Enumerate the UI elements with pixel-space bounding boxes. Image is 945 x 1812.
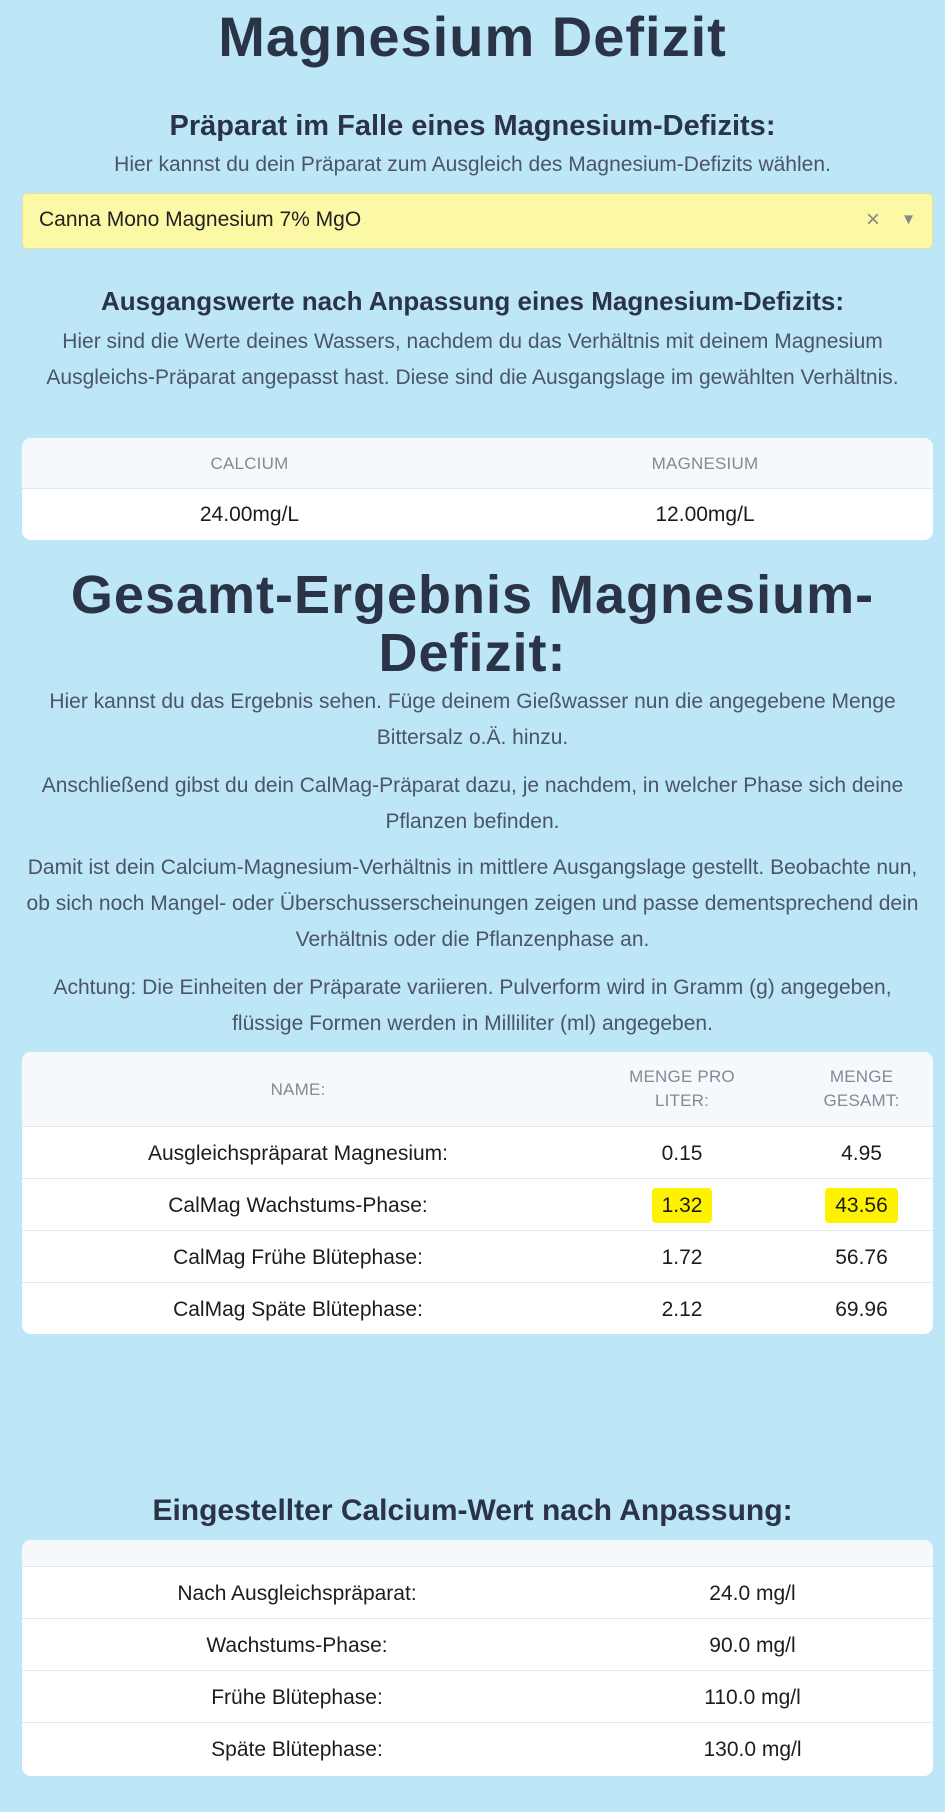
row-name: CalMag Späte Blütephase: — [173, 1298, 423, 1321]
row-total: 56.76 — [835, 1246, 888, 1269]
row-value: 130.0 mg/l — [703, 1738, 802, 1761]
column-header-total-2: GESAMT: — [823, 1091, 900, 1110]
result-paragraph-2: Anschließend gibst du dein CalMag-Präparat dazu, je nachdem, in welcher Phase sich deine Pflanzen befinden. — [41, 774, 904, 833]
preparation-select-value: Canna Mono Magnesium 7% MgO — [39, 208, 362, 231]
row-per-liter: 0.15 — [661, 1142, 703, 1165]
row-name: CalMag Frühe Blütephase: — [173, 1246, 423, 1269]
chevron-down-icon[interactable]: ▼ — [901, 211, 916, 228]
row-value: 110.0 mg/l — [704, 1686, 801, 1709]
preparation-select[interactable] — [22, 193, 933, 249]
initial-values-table — [22, 438, 933, 540]
row-name: Ausgleichspräparat Magnesium: — [148, 1142, 448, 1165]
row-name: Späte Blütephase: — [211, 1738, 383, 1761]
column-header-name: NAME: — [270, 1080, 326, 1099]
row-name: Wachstums-Phase: — [206, 1634, 388, 1657]
table-row — [22, 1230, 933, 1283]
highlight-per-liter: 1.32 — [652, 1188, 713, 1223]
result-heading-line1: Gesamt-Ergebnis Magnesium- — [70, 565, 875, 625]
row-value: 24.0 mg/l — [709, 1582, 796, 1605]
table-row — [22, 1670, 933, 1723]
result-paragraph-1: Hier kannst du das Ergebnis sehen. Füge deinem Gießwasser nun die angegebene Menge Bittersalz o.Ä. hinzu. — [49, 690, 896, 749]
column-header-magnesium: MAGNESIUM — [651, 454, 759, 473]
row-name: Nach Ausgleichspräparat: — [177, 1582, 417, 1605]
row-value: 90.0 mg/l — [709, 1634, 796, 1657]
result-heading-line2: Defizit: — [378, 623, 567, 683]
table-row — [22, 1566, 933, 1619]
row-total: 69.96 — [835, 1298, 888, 1321]
row-name: Frühe Blütephase: — [211, 1686, 383, 1709]
result-paragraph-3: Damit ist dein Calcium-Magnesium-Verhältnis in mittlere Ausgangslage gestellt. Beobachte nun, ob sich noch Mangel- oder Überschusserscheinungen zeigen und passe dementsprechend dein Verhältnis oder die Pflanzenphase an. — [26, 856, 919, 951]
initial-values-heading: Ausgangswerte nach Anpassung eines Magnesium-Defizits: — [100, 286, 845, 316]
table-row — [22, 1722, 933, 1776]
row-per-liter-highlighted — [574, 1194, 790, 1218]
magnesium-value: 12.00mg/L — [655, 503, 755, 526]
page-title: Magnesium Defizit — [218, 5, 727, 68]
table-row — [22, 1178, 933, 1231]
column-header-total-1: MENGE — [829, 1067, 894, 1086]
preparation-heading: Präparat im Falle eines Magnesium-Defizits: — [169, 110, 776, 142]
column-header-per-liter-2: LITER: — [654, 1091, 710, 1110]
table-header — [22, 1052, 933, 1126]
table-row — [22, 1618, 933, 1671]
table-header — [22, 438, 933, 488]
calcium-heading: Eingestellter Calcium-Wert nach Anpassung: — [152, 1494, 793, 1527]
row-per-liter: 1.72 — [661, 1246, 703, 1269]
preparation-description: Hier kannst du dein Präparat zum Ausgleich des Magnesium-Defizits wählen. — [114, 153, 831, 176]
table-row — [22, 488, 933, 540]
column-header-calcium: CALCIUM — [210, 454, 289, 473]
result-paragraph-4: Achtung: Die Einheiten der Präparate variieren. Pulverform wird in Gramm (g) angegeben, flüssige Formen werden in Milliliter (ml) angegeben. — [53, 976, 892, 1035]
table-row — [22, 1282, 933, 1334]
table-header — [22, 1540, 933, 1566]
column-header-per-liter-1: MENGE PRO — [629, 1067, 735, 1086]
calcium-value: 24.00mg/L — [199, 503, 300, 526]
result-table — [22, 1052, 933, 1334]
row-total-highlighted — [790, 1194, 933, 1218]
highlight-total: 43.56 — [825, 1188, 898, 1223]
table-row — [22, 1126, 933, 1179]
initial-values-description: Hier sind die Werte deines Wassers, nachdem du das Verhältnis mit deinem Magnesium Ausgleichs-Präparat angepasst hast. Diese sind die Ausgangslage im gewählten Verhältnis. — [46, 330, 899, 389]
row-name: CalMag Wachstums-Phase: — [168, 1194, 428, 1217]
clear-icon[interactable]: × — [865, 206, 880, 233]
row-total: 4.95 — [841, 1142, 882, 1165]
calcium-table — [22, 1540, 933, 1776]
row-per-liter: 2.12 — [661, 1298, 703, 1321]
